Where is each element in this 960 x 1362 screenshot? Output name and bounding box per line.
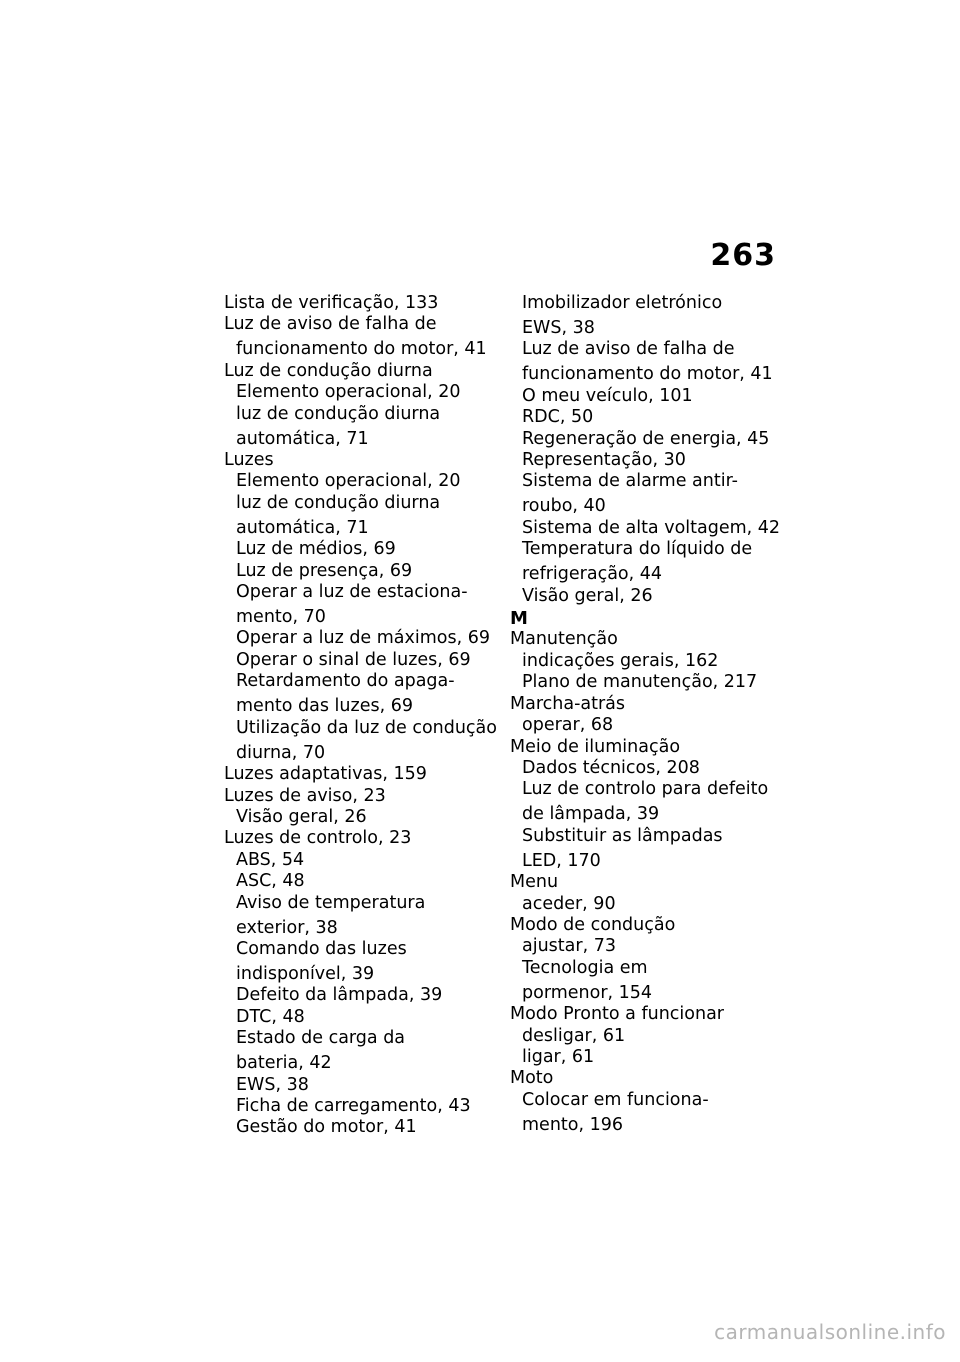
index-subentry: funcionamento do motor, 41 (522, 364, 773, 385)
index-entry: Moto (510, 1068, 554, 1089)
index-subentry: LED, 170 (522, 850, 601, 871)
index-entry: Luzes (224, 450, 274, 471)
index-subentry: desligar, 61 (522, 1025, 626, 1046)
index-entry: Luzes adaptativas, 159 (224, 764, 427, 785)
page-number: 263 (710, 238, 776, 273)
index-entry: Luzes de controlo, 23 (224, 828, 412, 849)
index-subentry: Ficha de carregamento, 43 (236, 1095, 471, 1116)
index-subentry: Regeneração de energia, 45 (522, 428, 770, 449)
index-subentry: EWS, 38 (522, 318, 595, 338)
index-entry: Lista de verificação, 133 (224, 293, 439, 313)
index-subentry: refrigeração, 44 (522, 564, 663, 585)
index-subentry: DTC, 48 (236, 1006, 305, 1027)
index-subentry: Luz de médios, 69 (236, 539, 396, 560)
index-subentry: Tecnologia em (522, 957, 648, 978)
index-subentry: Comando das luzes (236, 938, 407, 959)
index-subentry: pormenor, 154 (522, 982, 653, 1003)
index-subentry: O meu veículo, 101 (522, 385, 693, 406)
index-subentry: bateria, 42 (236, 1053, 332, 1074)
index-subentry: mento das luzes, 69 (236, 696, 413, 717)
index-subentry: Temperatura do líquido de (522, 539, 753, 560)
index-subentry: Luz de controlo para defeito (522, 779, 769, 800)
index-subentry: operar, 68 (522, 715, 614, 736)
index-subentry: exterior, 38 (236, 917, 338, 938)
index-subentry: luz de condução diurna (236, 492, 441, 513)
index-subentry: EWS, 38 (236, 1074, 309, 1095)
index-entry: Luz de condução diurna (224, 360, 433, 381)
index-subentry: Estado de carga da (236, 1028, 406, 1049)
index-letter-heading: M (510, 608, 528, 630)
index-subentry: Elemento operacional, 20 (236, 382, 461, 403)
index-subentry: indisponível, 39 (236, 963, 375, 984)
index-subentry: Representação, 30 (522, 450, 686, 471)
index-entry: Modo de condução (510, 914, 676, 935)
index-entry: Marcha-atrás (510, 693, 626, 714)
index-subentry: roubo, 40 (522, 496, 606, 517)
index-subentry: aceder, 90 (522, 893, 616, 914)
index-subentry: de lâmpada, 39 (522, 804, 660, 825)
index-subentry: luz de condução diurna (236, 403, 441, 424)
index-subentry: Operar a luz de estaciona- (236, 582, 468, 603)
index-column-left (224, 293, 497, 1139)
index-subentry: Elemento operacional, 20 (236, 471, 461, 492)
index-subentry: indicações gerais, 162 (522, 650, 719, 671)
index-subentry: Operar a luz de máximos, 69 (236, 628, 491, 649)
index-subentry: Luz de presença, 69 (236, 560, 413, 581)
index-subentry: Visão geral, 26 (522, 585, 653, 606)
index-subentry: Dados técnicos, 208 (522, 757, 700, 778)
index-subentry: ajustar, 73 (522, 936, 616, 957)
index-subentry: ligar, 61 (522, 1046, 595, 1067)
index-subentry: Visão geral, 26 (236, 806, 367, 827)
index-entry: Meio de iluminação (510, 736, 681, 757)
index-subentry: Imobilizador eletrónico (522, 293, 723, 313)
index-subentry: ABS, 54 (236, 849, 305, 870)
index-subentry: Aviso de temperatura (236, 892, 426, 913)
index-subentry: funcionamento do motor, 41 (236, 339, 487, 360)
index-subentry: Substituir as lâmpadas (522, 825, 723, 846)
index-subentry: Retardamento do apaga- (236, 671, 455, 692)
index-subentry: automática, 71 (236, 517, 369, 538)
index-subentry: RDC, 50 (522, 407, 594, 428)
index-subentry: mento, 196 (522, 1114, 624, 1135)
index-subentry: Sistema de alarme antir- (522, 471, 738, 492)
index-subentry: mento, 70 (236, 607, 326, 628)
index-subentry: ASC, 48 (236, 871, 305, 892)
index-entry: Modo Pronto a funcionar (510, 1004, 724, 1025)
index-subentry: Colocar em funciona- (522, 1089, 709, 1110)
index-subentry: Utilização da luz de condução (236, 717, 497, 738)
index-subentry: Sistema de alta voltagem, 42 (522, 517, 781, 538)
index-subentry: Defeito da lâmpada, 39 (236, 985, 443, 1006)
index-subentry: Gestão do motor, 41 (236, 1117, 417, 1138)
index-entry: Luz de aviso de falha de (224, 314, 437, 335)
index-subentry: diurna, 70 (236, 742, 326, 763)
index-entry: Menu (510, 872, 559, 893)
index-subentry: automática, 71 (236, 428, 369, 449)
index-entry: Luzes de aviso, 23 (224, 785, 386, 806)
watermark: carmanualsonline.info (714, 1320, 946, 1344)
index-subentry: Plano de manutenção, 217 (522, 672, 758, 693)
index-entry: Manutenção (510, 629, 618, 650)
index-subentry: Luz de aviso de falha de (522, 339, 735, 360)
index-column-right (510, 293, 780, 1136)
index-subentry: Operar o sinal de luzes, 69 (236, 649, 471, 670)
